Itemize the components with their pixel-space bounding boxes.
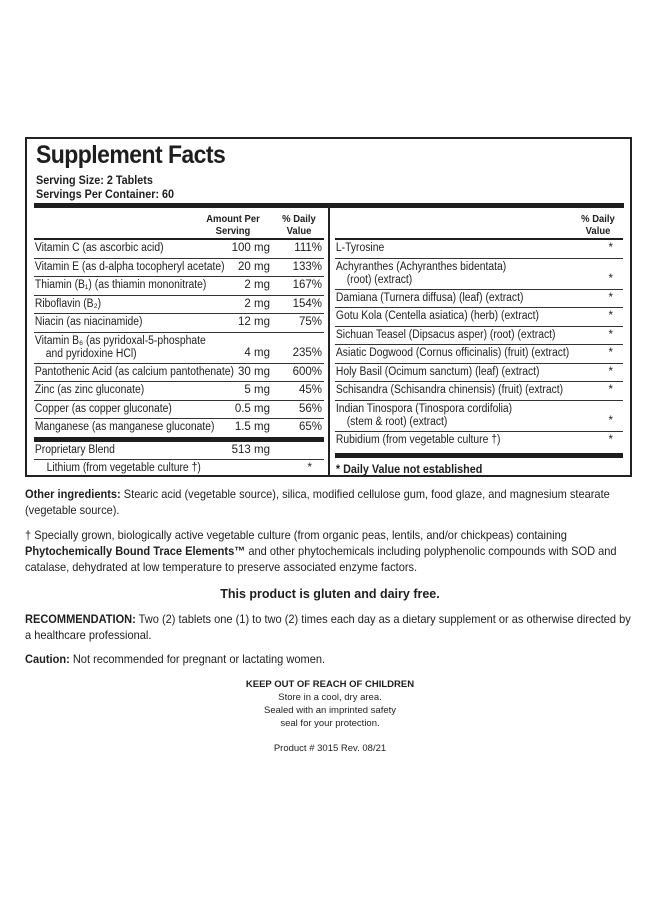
nutrient-amount: 12 mg (238, 316, 270, 328)
ingredient-name: Damiana (Turnera diffusa) (leaf) (extract) (335, 291, 524, 304)
supplement-facts-panel (25, 137, 632, 477)
ingredient-row (335, 345, 623, 364)
column-divider (328, 205, 330, 477)
dv-header-l1: % Daily (282, 213, 316, 225)
amount-header (202, 213, 265, 237)
ingredient-row (335, 432, 623, 450)
ingredient-row (335, 240, 623, 259)
product-number: Product # 3015 Rev. 08/21 (273, 743, 387, 754)
panel-title: Supplement Facts (36, 141, 226, 169)
nutrient-amount: 2 mg (244, 297, 270, 310)
ingredient-row (335, 290, 623, 309)
nutrient-row (34, 277, 324, 296)
caution-label: Caution: (25, 652, 70, 666)
nutrient-name-l1: Vitamin B₆ (as pyridoxal-5-phosphate (34, 334, 206, 347)
nutrient-amount: 1.5 mg (234, 421, 270, 433)
nutrient-amount: 4 mg (244, 347, 270, 359)
nutrient-name: Riboflavin (B₂) (34, 297, 102, 310)
ingredient-name-l2: (root) (extract) (346, 273, 413, 286)
nutrient-name-l2: and pyridoxine HCl) (45, 347, 137, 360)
nutrient-dv: 45% (298, 384, 322, 396)
amount-header-l2: Serving (215, 225, 251, 237)
nutrient-row (34, 364, 324, 383)
serving-size: Serving Size: 2 Tablets (36, 173, 153, 187)
nutrient-amount: 0.5 mg (234, 402, 270, 415)
ingredient-row (335, 259, 623, 290)
nutrient-name: Niacin (as niacinamide) (34, 316, 143, 328)
nutrient-name: Vitamin C (as ascorbic acid) (34, 242, 164, 254)
nutrient-amount: 2 mg (244, 279, 270, 291)
dv-header-l2: Value (585, 225, 611, 237)
nutrient-name: Thiamin (B₁) (as thiamin mononitrate) (34, 279, 207, 291)
ingredient-name-l1: Achyranthes (Achyranthes bidentata) (335, 260, 507, 273)
recommendation-text: Two (2) tablets one (1) to two (2) times each day as a dietary supplement or as otherwise directed by a healthcare professional. (25, 612, 631, 642)
caution (25, 651, 635, 667)
dv-header (277, 213, 322, 237)
storage-info (180, 678, 480, 755)
ingredient-name (335, 259, 594, 289)
recommendation-label: RECOMMENDATION: (25, 612, 136, 626)
ingredient-name (335, 401, 594, 431)
nutrient-name: Vitamin E (as d-alpha tocopheryl acetate) (34, 260, 225, 273)
other-ingredients-label: Other ingredients: (25, 487, 121, 501)
other-ingredients (25, 486, 635, 518)
ingredient-name: Sichuan Teasel (Dipsacus asper) (root) (extract) (335, 328, 556, 341)
other-ingredients-text: Stearic acid (vegetable source), silica, modified cellulose gum, food glaze, and magnesium stearate (vegetable source). (25, 487, 610, 517)
ingredient-name-l2: (stem & root) (extract) (346, 415, 448, 428)
children-warning: KEEP OUT OF REACH OF CHILDREN (245, 679, 415, 690)
blend-amount: 513 mg (231, 443, 270, 456)
ingredient-name: Schisandra (Schisandra chinensis) (fruit) (extract) (335, 384, 564, 396)
nutrient-name: Copper (as copper gluconate) (34, 402, 172, 415)
ingredient-name: Rubidium (from vegetable culture †) (335, 433, 501, 446)
left-header (34, 208, 324, 240)
nutrient-row (34, 240, 324, 259)
culture-note (25, 527, 635, 575)
nutrient-row (34, 314, 324, 333)
dv-header (576, 213, 621, 237)
storage-line-1: Store in a cool, dry area. (278, 692, 382, 703)
nutrient-dv: 65% (298, 421, 322, 433)
nutrient-amount: 20 mg (238, 260, 270, 273)
nutrient-row (34, 401, 324, 420)
ingredient-row (335, 327, 623, 346)
nutrient-amount: 5 mg (244, 384, 270, 396)
nutrient-dv: 111% (294, 242, 322, 254)
ingredient-row (335, 382, 623, 401)
nutrient-row (34, 382, 324, 401)
dv-header-l2: Value (286, 225, 312, 237)
blend-item-name: Lithium (from vegetable culture †) (46, 462, 201, 474)
nutrient-row (34, 419, 324, 437)
nutrient-dv: 235% (292, 347, 322, 359)
ingredient-dv: * (608, 273, 613, 285)
ingredient-dv: * (608, 415, 613, 427)
nutrient-amount: 30 mg (238, 365, 270, 378)
blend-name: Proprietary Blend (34, 443, 115, 456)
ingredient-dv: * (608, 242, 613, 254)
vitamins-column (34, 208, 324, 478)
nutrient-name: Zinc (as zinc gluconate) (34, 384, 145, 396)
ingredient-dv: * (608, 384, 613, 396)
ingredient-name: Holy Basil (Ocimum sanctum) (leaf) (extract) (335, 365, 540, 378)
ingredient-row (335, 308, 623, 327)
gluten-free-statement (25, 586, 635, 602)
ingredient-dv: * (608, 347, 613, 359)
nutrient-dv: 133% (292, 260, 322, 273)
ingredient-row (335, 401, 623, 432)
ingredient-name-l1: Indian Tinospora (Tinospora cordifolia) (335, 402, 513, 415)
servings-per-container: Servings Per Container: 60 (36, 187, 175, 201)
amount-header-l1: Amount Per (206, 213, 260, 225)
ingredient-dv: * (608, 365, 613, 378)
recommendation (25, 611, 635, 643)
culture-note-trademark: Phytochemically Bound Trace Elements™ (25, 544, 246, 558)
blend-item-row (34, 460, 324, 478)
nutrient-name: Pantothenic Acid (as calcium pantothenate) (34, 365, 234, 378)
ingredient-dv: * (608, 291, 613, 304)
nutrient-dv: 75% (298, 316, 322, 328)
caution-text: Not recommended for pregnant or lactating women. (69, 652, 326, 666)
nutrient-row (34, 259, 324, 278)
botanicals-column (335, 208, 623, 476)
culture-note-suffix: and other phytochemicals including polyphenolic compounds with SOD and catalase, dehydrated at low temperature to preserve associated enzyme factors. (25, 544, 617, 574)
gluten-free-text: This product is gluten and dairy free. (220, 587, 440, 601)
ingredient-dv: * (608, 310, 613, 322)
ingredient-name: L-Tyrosine (335, 242, 385, 254)
nutrient-dv: 600% (292, 365, 322, 378)
right-header (335, 208, 623, 240)
nutrient-dv: 56% (298, 402, 322, 415)
storage-line-3: seal for your protection. (280, 718, 380, 729)
storage-line-2: Sealed with an imprinted safety (263, 705, 397, 716)
nutrient-dv: 154% (292, 297, 322, 310)
nutrient-row (34, 333, 324, 364)
nutrient-dv: 167% (292, 279, 322, 291)
culture-note-prefix: † Specially grown, biologically active vegetable culture (from organic peas, lentils, and/or chickpeas) containing (25, 528, 567, 542)
blend-item-dv: * (307, 462, 312, 474)
nutrient-name: Manganese (as manganese gluconate) (34, 421, 215, 433)
nutrient-row (34, 296, 324, 315)
blend-row (34, 442, 324, 461)
dv-footnote: * Daily Value not established (335, 462, 483, 476)
nutrient-amount: 100 mg (231, 242, 270, 254)
ingredient-dv: * (608, 433, 613, 446)
ingredient-row (335, 364, 623, 383)
ingredient-name: Asiatic Dogwood (Cornus officinalis) (fruit) (extract) (335, 347, 570, 359)
dv-header-l1: % Daily (581, 213, 615, 225)
ingredient-dv: * (608, 328, 613, 341)
ingredient-name: Gotu Kola (Centella asiatica) (herb) (extract) (335, 310, 539, 322)
